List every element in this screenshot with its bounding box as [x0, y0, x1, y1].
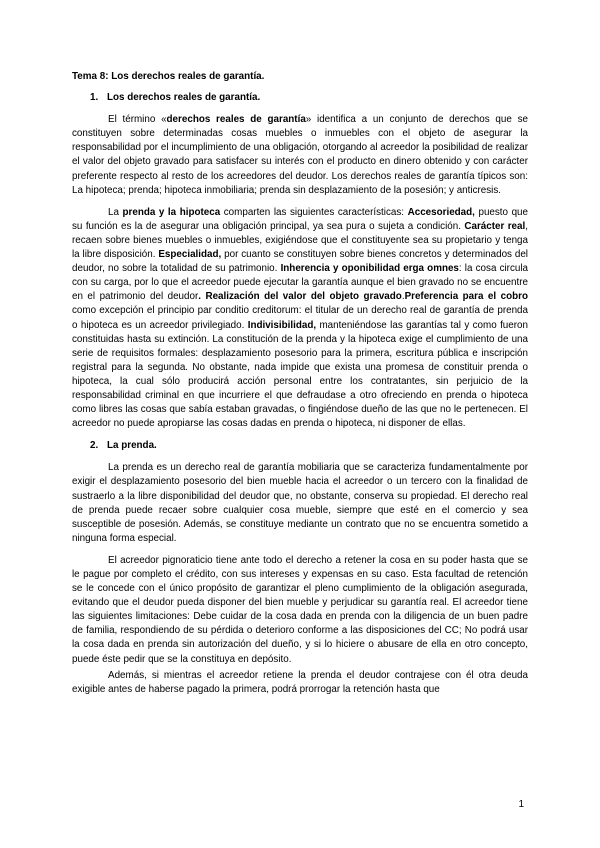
page-number: 1 — [518, 799, 524, 810]
text-run: como excepción el principio par conditio creditorum: el titular de un derecho real de garantía de prenda o hipoteca es un acreedor privilegiado. — [72, 305, 528, 331]
bold-term: Accesoriedad, — [407, 206, 475, 218]
text-run: El término « — [108, 114, 167, 126]
text-run: , recaen sobre bienes muebles o inmuebles, exigiéndose que el constituyente sea su propietario y tenga la libre disposición. — [72, 220, 528, 261]
section-1-paragraph-2 — [72, 206, 528, 432]
document-body — [72, 70, 528, 705]
section-2-heading — [90, 439, 528, 453]
text-run: comparten las siguientes características: — [220, 206, 408, 218]
bold-term: Indivisibilidad, — [247, 319, 317, 331]
bold-term: prenda y la hipoteca — [122, 206, 221, 218]
section-2-paragraph-2: El acreedor pignoraticio tiene ante todo el derecho a retener la cosa en su poder hasta que se le pague por completo el crédito, con sus intereses y expensas en su caso. Esta facultad de retención se le concede con el único propósito de garantizar el pleno cumplimiento de la obligación asegurada, evitando que el deudor pueda disponer del bien mueble y perjudicar su garantía real. El acreedor tiene las siguientes limitaciones: Debe cuidar de la cosa dada en prenda con la diligencia de un buen padre de familia, respondiendo de su pérdida o deterioro conforme a las disposiciones del CC; No podrá usar la cosa dada en prenda sin autorización del dueño, y si lo hiciere o abusare de ella en otro concepto, puede éste pedir que se la constituya en depósito. — [72, 554, 528, 665]
text-run: . — [401, 291, 405, 303]
bold-term: Inherencia y oponibilidad erga omnes — [280, 263, 459, 275]
text-run: por cuanto se constituyen sobre bienes concretos y determinados del deudor, no sobre la totalidad de su patrimonio. — [72, 249, 528, 275]
text-run: manteniéndose las garantías tal y como fueron constituidas hasta su extinción. La constitución de la prenda y la hipoteca exige el cumplimiento de una serie de requisitos formales: desplazamiento posesorio para la primera, escritura pública e inscripción registral para la segunda. No obstante, nada impide que exista una promesa de constituir prenda o hipoteca, la cual sólo producirá acción personal entre los contratantes, sin perjuicio de la responsabilidad criminal en que incurriere el que defraudase a otro ofreciendo en prenda o hipoteca como libres las cosas que sabía estaban gravadas, o fingiéndose dueño de las que no le pertenecen. El acreedor no puede apropiarse las cosas dadas en prenda o hipoteca, ni disponer de ellas. — [72, 319, 528, 430]
bold-term: Especialidad, — [158, 249, 222, 261]
section-1-number: 1. — [90, 92, 99, 104]
text-run: puesto que su función es la de asegurar una obligación principal, ya sea pura o sujeta a condición. — [72, 206, 529, 232]
text-run: : la cosa circula con su carga, por lo que el acreedor puede ejecutar la garantía aunque el bien gravado no se encuentre en el patrimonio del deudor — [72, 263, 529, 303]
section-2-paragraph-1: La prenda es un derecho real de garantía mobiliaria que se caracteriza fundamentalmente por exigir el desplazamiento posesorio del bien mueble hacia el acreedor o un tercero con la finalidad de sustraerlo a la libre disponibilidad del deudor que, no obstante, conserva su propiedad. El derecho real de prenda puede recaer sobre cualquier cosa mueble, siempre que esté en el comercio y sea susceptible de posesión. Además, se constituye mediante un contrato que no se encuentra sometido a ninguna forma especial. — [72, 462, 528, 544]
document-title: Tema 8: Los derechos reales de garantía. — [72, 71, 265, 82]
section-1-paragraph-1 — [72, 113, 528, 198]
section-1-title: Los derechos reales de garantía. — [107, 92, 261, 104]
section-2-paragraph-3: Además, si mientras el acreedor retiene la prenda el deudor contrajese con él otra deuda exigible antes de haberse pagado la primera, podrá prorrogar la retención hasta que — [72, 669, 528, 695]
bold-term: Carácter real — [464, 220, 526, 232]
section-2-title: La prenda. — [107, 440, 157, 452]
bold-term: Preferencia para el cobro — [404, 291, 528, 303]
bold-term: derechos reales de garantía — [166, 114, 306, 126]
section-1-heading — [90, 91, 528, 105]
bold-term: . Realización del valor del objeto gravado — [198, 291, 402, 303]
text-run: » identifica a un conjunto de derechos que se constituyen sobre determinadas cosas muebles o inmuebles con el objeto de asegurar la responsabilidad por el incumplimiento de una obligación, otorgando al acreedor la posibilidad de realizar el valor del objeto gravado para satisfacer su interés con el producto en dinero obtenido y con carácter preferente respecto al resto de los acreedores del deudor. Los derechos reales de garantía típicos son: La hipoteca; prenda; hipoteca inmobiliaria; prenda sin desplazamiento de la posesión; y anticresis. — [72, 114, 528, 196]
text-run: La — [108, 206, 123, 218]
section-2-number: 2. — [90, 440, 99, 452]
